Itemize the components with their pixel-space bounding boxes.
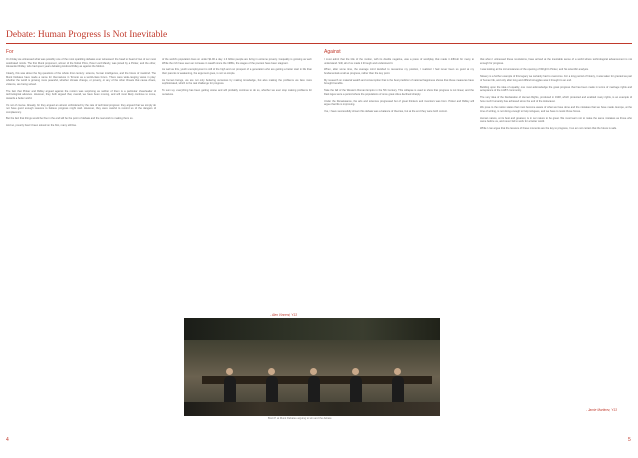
- paragraph: I must admit that the title of the motion, with its double negative, was a piece of wordplay that made it difficult for many to understand. Still, all of us made it through and understood it.: [324, 58, 474, 65]
- page-number-left: 4: [6, 437, 9, 443]
- title-rule: [6, 43, 632, 44]
- paragraph: As human beings, we are not only bettering ourselves by making knowledge, but also making the problems we face more sophisticated, which is the real challenge for progress.: [162, 78, 312, 86]
- against-label: Against: [324, 49, 341, 55]
- photo-banner: [184, 318, 440, 340]
- paragraph: While I can argue that the lessons of these moments are the key to progress, I too am not certain that the future is safe.: [480, 127, 617, 131]
- photo-head: [352, 368, 359, 375]
- photo-head: [310, 368, 317, 375]
- for-column-2: [162, 58, 312, 308]
- paragraph: It’s not of course. Already, for they argued an almost unhindered by the rate of technical progress: they argued that we simply do not have good enough reasons to believe progress might stall. However, they were careful to remind us of the dangers of complacency.: [6, 103, 156, 114]
- against-column-2: [480, 58, 632, 428]
- paragraph: We pose to the nation states that must become aware of what we have done and the mistakes that we have made. Europe, at the time of writing, is not doing enough to help refugees, and we have to resist those forces.: [480, 106, 632, 113]
- for-column-1: [6, 58, 156, 428]
- photo-head: [226, 368, 233, 375]
- for-signature: - Alex Vincent, Y13: [270, 313, 297, 317]
- paragraph: Yes, I have successfully shown this debate was a balance of theories, but at the end they were both correct.: [324, 109, 448, 113]
- paragraph: Under the Renaissance, the arts and sciences progressed but of great thinkers and inventors was born. Pinker and Ridley will argue that life is improving.: [324, 99, 474, 107]
- paragraph: The fact that Pinker and Ridley argued against the motion was surprising as neither of them is a particular cheerleader of technological advance. However, they both argued that, overall, we have been moving, and will most likely continue to move, towards a better world.: [6, 89, 156, 100]
- paragraph: of the world’s population lives on under $1.90 a day. 1.3 billion people are living in extreme poverty. Inequality is growing as well. While the rich have seen an increase in wealth since the 1980s, the wages of the poorest have been stagnant.: [162, 58, 312, 65]
- paragraph: Human nature, at its best and greatest, is in our nature to be great. We must learn not to make the same mistakes as those who came before us, and never fail to work for a better world.: [480, 116, 632, 124]
- against-signature: - Jamie Martinez, Y13: [586, 408, 617, 412]
- for-label: For: [6, 49, 14, 55]
- photo-caption: Brett P. at Munk Debates arguing to win and the debate: [268, 417, 332, 420]
- paragraph: I was looking at the circumstances of the opening of Wright’s Pinker, and his scientific analysis.: [480, 68, 589, 72]
- page-number-right: 5: [628, 437, 631, 443]
- paragraph: When, after some time, the average mind decided to reexamine my position, I realized I had never been so good at my fundamentals at all as progress, rather than the key point.: [324, 68, 474, 75]
- paragraph: As well as this, youth unemployment is still of the high and our prospect of a generation who are getting a better start in life than their parents is weakening, the argument goes, is not so simple.: [162, 68, 312, 75]
- paragraph: My research on material wealth and consumption that is the best predictor of national happiness shows that these measures have brought benefits.: [324, 78, 474, 86]
- photo-head: [394, 368, 401, 375]
- paragraph: But the fact that things would be fine in the end will be the point of debate and the real work to making them so.: [6, 117, 134, 121]
- debate-photo: [184, 318, 440, 416]
- paragraph: To sum up, everything has been getting worse and will probably continue to do so, whether we ever stop making problems for ourselves.: [162, 89, 312, 96]
- paragraph: Clearly, this was about the big questions of the whole 21st century: science, human intelligence, and the future of mankind. The Munk Debates have made a name for themselves in Toronto as a world-class forum. There were wide-ranging views in play: whether the world is growing more peaceful, whether climate change, or poverty, or any of the other threats that cause chaos, violence, are being solved.: [6, 71, 156, 86]
- photo-head: [268, 368, 275, 375]
- paragraph: On Friday we witnessed what was possibly one of the most sparkling debates ever witnessed: the head to head of two of our most celebrated minds. The first Munk proponent, winner of the Nobel Prize, Peter Lord Mandy, was joined by a Pinker, and the other, Alexander Ridley, who had spent years debating Andrew Ridley as against the Motion.: [6, 58, 156, 69]
- photo-audience: [184, 402, 440, 416]
- paragraph: Slavery is a further example of this legacy we certainly had to overcome. For a long period of history, it was taken for granted as part of human life, and only after long and difficult struggles was it brought to an end.: [480, 75, 632, 82]
- paragraph: And so, poverty hasn’t been solved on the first, many still live.: [6, 124, 77, 128]
- paragraph: that when I witnessed these revolutions, have arrived at the inevitable sense of a world where technological advancement is not enough for progress.: [480, 58, 632, 65]
- paragraph: Take the fall of the Western Roman Empire in the 5th Century. This collapse is used to show that progress is not linear, and the Dark Ages were a period where the populations of once great cities declined sharply.: [324, 89, 474, 96]
- paragraph: Building upon the idea of equality, one must acknowledge the great progress that has been made in terms of marriage rights and acceptance of the LGBT community.: [480, 85, 632, 93]
- paragraph: The very idea of the Declaration of Human Rights, produced in 1948, which protected and enabled many rights, is an example of how much humanity has achieved since the end of the Holocaust.: [480, 95, 632, 103]
- page-title: Debate: Human Progress Is Not Inevitable: [6, 30, 168, 40]
